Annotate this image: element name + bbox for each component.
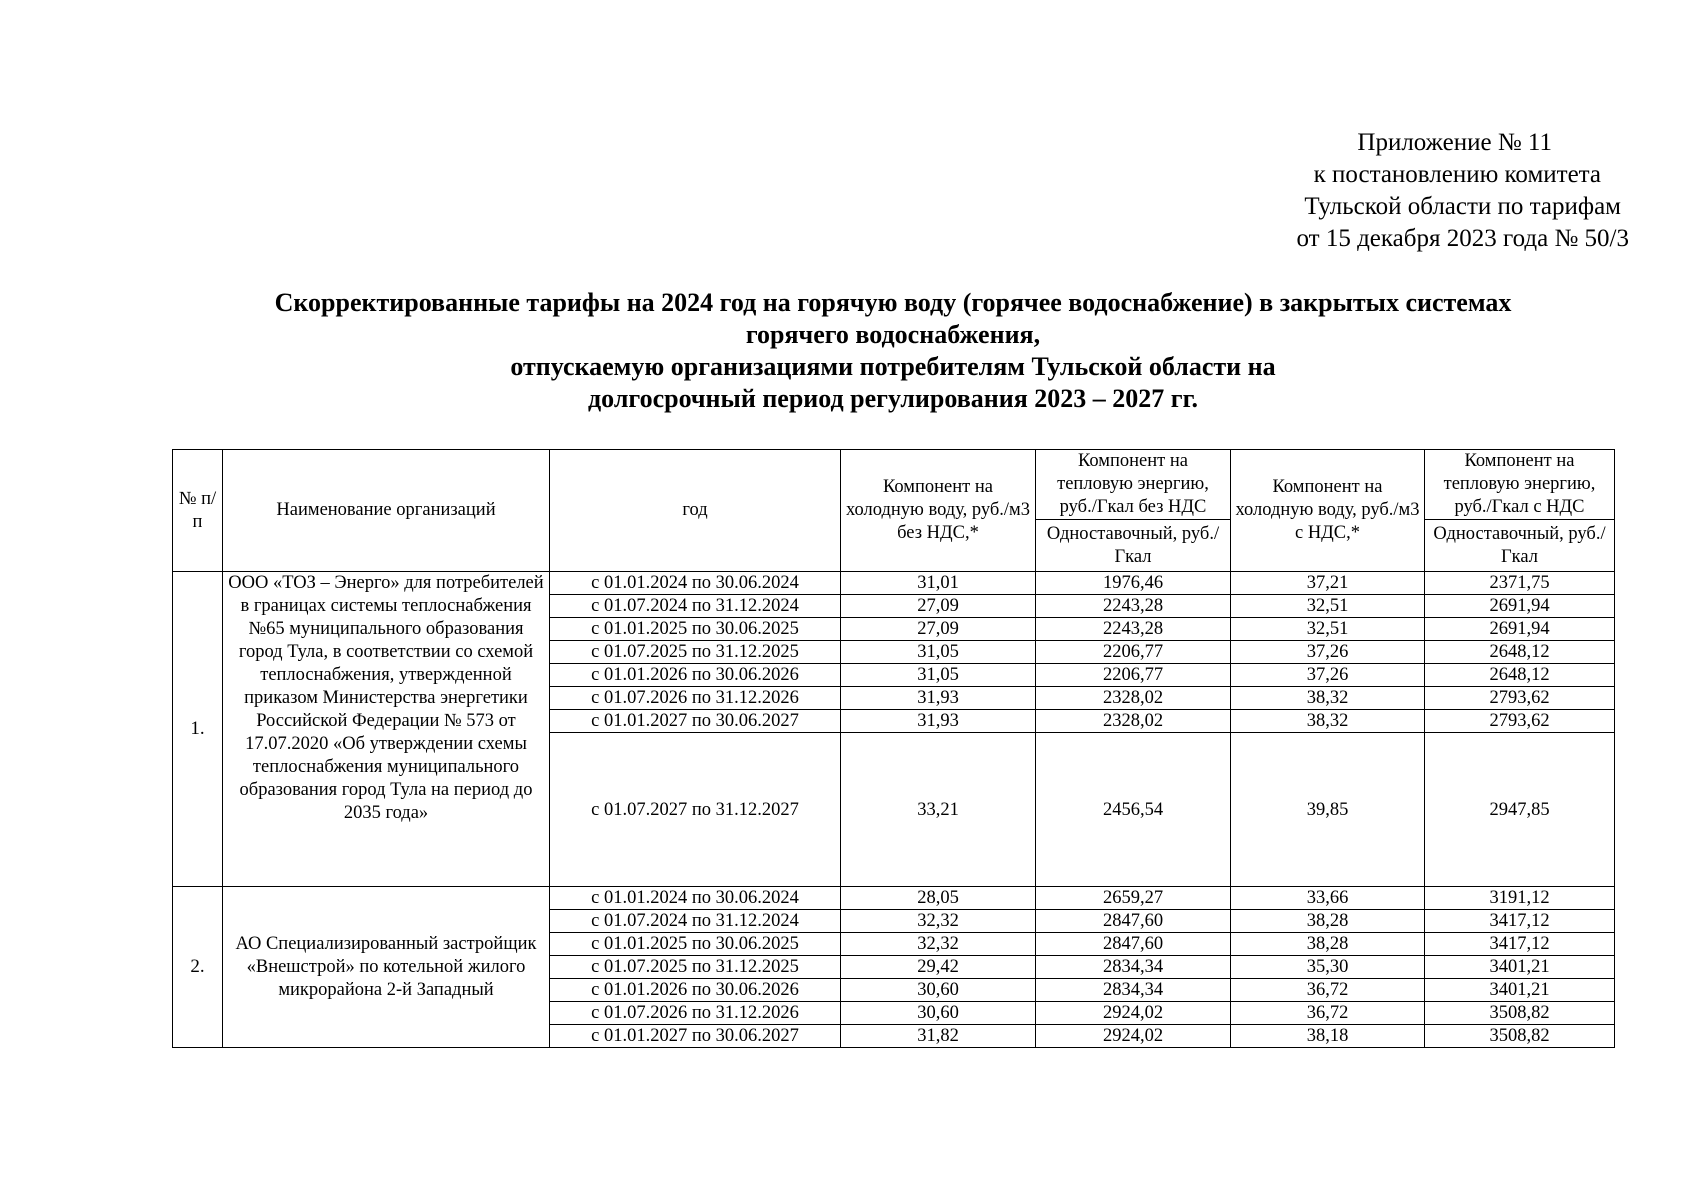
cold-water-vat-cell: 38,18 [1231,1025,1425,1048]
header-cold-water-vat: Компонент на холодную воду, руб./м3 с НДС,* [1231,450,1425,572]
cold-water-no-vat-cell: 27,09 [841,618,1036,641]
period-cell: с 01.07.2025 по 31.12.2025 [550,641,841,664]
appendix-line: от 15 декабря 2023 года № 50/3 [1296,225,1629,252]
header-heat-vat-single-rate: Одноставочный, руб./Гкал [1425,520,1615,572]
heat-energy-vat-cell: 2691,94 [1425,595,1615,618]
heat-energy-vat-cell: 2648,12 [1425,664,1615,687]
heat-energy-no-vat-cell: 2243,28 [1036,618,1231,641]
header-heat-no-vat-single-rate: Одноставочный, руб./Гкал [1036,520,1231,572]
cold-water-no-vat-cell: 31,93 [841,710,1036,733]
period-cell: с 01.07.2026 по 31.12.2026 [550,1002,841,1025]
cold-water-vat-cell: 37,26 [1231,664,1425,687]
heat-energy-no-vat-cell: 1976,46 [1036,572,1231,595]
cold-water-no-vat-cell: 28,05 [841,887,1036,910]
heat-energy-no-vat-cell: 2328,02 [1036,710,1231,733]
period-cell: с 01.01.2024 по 30.06.2024 [550,887,841,910]
heat-energy-vat-cell: 2793,62 [1425,687,1615,710]
period-cell: с 01.01.2024 по 30.06.2024 [550,572,841,595]
cold-water-no-vat-cell: 32,32 [841,933,1036,956]
cold-water-vat-cell: 38,32 [1231,687,1425,710]
cold-water-no-vat-cell: 32,32 [841,910,1036,933]
heat-energy-vat-cell: 2947,85 [1425,733,1615,887]
heat-energy-no-vat-cell: 2206,77 [1036,664,1231,687]
title-line: отпускаемую организациями потребителям Тульской области на [510,352,1276,381]
heat-energy-no-vat-cell: 2847,60 [1036,933,1231,956]
row-number: 2. [173,887,223,1048]
period-cell: с 01.01.2026 по 30.06.2026 [550,979,841,1002]
heat-energy-vat-cell: 3508,82 [1425,1025,1615,1048]
cold-water-vat-cell: 36,72 [1231,979,1425,1002]
period-cell: с 01.07.2026 по 31.12.2026 [550,687,841,710]
period-cell: с 01.01.2027 по 30.06.2027 [550,1025,841,1048]
period-cell: с 01.07.2027 по 31.12.2027 [550,733,841,887]
period-cell: с 01.01.2026 по 30.06.2026 [550,664,841,687]
heat-energy-no-vat-cell: 2206,77 [1036,641,1231,664]
cold-water-no-vat-cell: 31,05 [841,664,1036,687]
table-body [173,572,1615,1048]
cold-water-vat-cell: 38,28 [1231,910,1425,933]
heat-energy-no-vat-cell: 2834,34 [1036,956,1231,979]
cold-water-no-vat-cell: 30,60 [841,1002,1036,1025]
cold-water-vat-cell: 32,51 [1231,618,1425,641]
heat-energy-vat-cell: 2648,12 [1425,641,1615,664]
table-row [173,887,1615,910]
header-heat-energy-no-vat: Компонент на тепловую энергию, руб./Гкал без НДС [1036,450,1231,520]
heat-energy-vat-cell: 3417,12 [1425,933,1615,956]
appendix-line: к постановлению комитета [1313,161,1601,188]
cold-water-no-vat-cell: 33,21 [841,733,1036,887]
cold-water-vat-cell: 36,72 [1231,1002,1425,1025]
heat-energy-vat-cell: 2371,75 [1425,572,1615,595]
cold-water-vat-cell: 39,85 [1231,733,1425,887]
period-cell: с 01.01.2025 по 30.06.2025 [550,933,841,956]
heat-energy-no-vat-cell: 2834,34 [1036,979,1231,1002]
header-organization: Наименование организаций [223,450,550,572]
cold-water-no-vat-cell: 31,05 [841,641,1036,664]
cold-water-no-vat-cell: 29,42 [841,956,1036,979]
cold-water-vat-cell: 38,28 [1231,933,1425,956]
title-line: Скорректированные тарифы на 2024 год на горячую воду (горячее водоснабжение) в закрытых системах [274,288,1512,317]
cold-water-no-vat-cell: 31,82 [841,1025,1036,1048]
heat-energy-no-vat-cell: 2243,28 [1036,595,1231,618]
cold-water-vat-cell: 37,26 [1231,641,1425,664]
period-cell: с 01.07.2025 по 31.12.2025 [550,956,841,979]
appendix-block [1209,127,1629,255]
document-title [173,287,1613,415]
cold-water-vat-cell: 33,66 [1231,887,1425,910]
heat-energy-vat-cell: 3401,21 [1425,979,1615,1002]
title-line: долгосрочный период регулирования 2023 – 2027 гг. [588,384,1198,413]
period-cell: с 01.07.2024 по 31.12.2024 [550,910,841,933]
period-cell: с 01.01.2025 по 30.06.2025 [550,618,841,641]
period-cell: с 01.07.2024 по 31.12.2024 [550,595,841,618]
heat-energy-vat-cell: 3508,82 [1425,1002,1615,1025]
row-number: 1. [173,572,223,887]
heat-energy-no-vat-cell: 2659,27 [1036,887,1231,910]
tariffs-table [172,449,1615,1048]
heat-energy-no-vat-cell: 2847,60 [1036,910,1231,933]
heat-energy-vat-cell: 2691,94 [1425,618,1615,641]
organization-name: АО Специализированный застройщик «Внешстрой» по котельной жилого микрорайона 2-й Западный [223,887,550,1048]
cold-water-vat-cell: 35,30 [1231,956,1425,979]
heat-energy-no-vat-cell: 2924,02 [1036,1002,1231,1025]
appendix-line: Тульской области по тарифам [1304,193,1621,220]
cold-water-no-vat-cell: 27,09 [841,595,1036,618]
header-num: № п/п [173,450,223,572]
heat-energy-vat-cell: 3401,21 [1425,956,1615,979]
header-heat-energy-vat: Компонент на тепловую энергию, руб./Гкал с НДС [1425,450,1615,520]
cold-water-no-vat-cell: 31,01 [841,572,1036,595]
heat-energy-no-vat-cell: 2328,02 [1036,687,1231,710]
period-cell: с 01.01.2027 по 30.06.2027 [550,710,841,733]
heat-energy-no-vat-cell: 2924,02 [1036,1025,1231,1048]
header-year: год [550,450,841,572]
heat-energy-vat-cell: 2793,62 [1425,710,1615,733]
organization-name: ООО «ТОЗ – Энерго» для потребителей в границах системы теплоснабжения №65 муниципального образования город Тула, в соответствии со схемой теплоснабжения, утвержденной приказом Министерства энергетики Российской Федерации № 573 от 17.07.2020 «Об утверждении схемы теплоснабжения муниципального образования город Тула на период до 2035 года» [223,572,550,887]
cold-water-no-vat-cell: 31,93 [841,687,1036,710]
cold-water-vat-cell: 32,51 [1231,595,1425,618]
cold-water-vat-cell: 38,32 [1231,710,1425,733]
cold-water-vat-cell: 37,21 [1231,572,1425,595]
appendix-line: Приложение № 11 [1357,129,1552,156]
cold-water-no-vat-cell: 30,60 [841,979,1036,1002]
header-cold-water-no-vat: Компонент на холодную воду, руб./м3 без НДС,* [841,450,1036,572]
title-line: горячего водоснабжения, [745,320,1041,349]
heat-energy-vat-cell: 3191,12 [1425,887,1615,910]
heat-energy-vat-cell: 3417,12 [1425,910,1615,933]
table-row [173,572,1615,595]
heat-energy-no-vat-cell: 2456,54 [1036,733,1231,887]
